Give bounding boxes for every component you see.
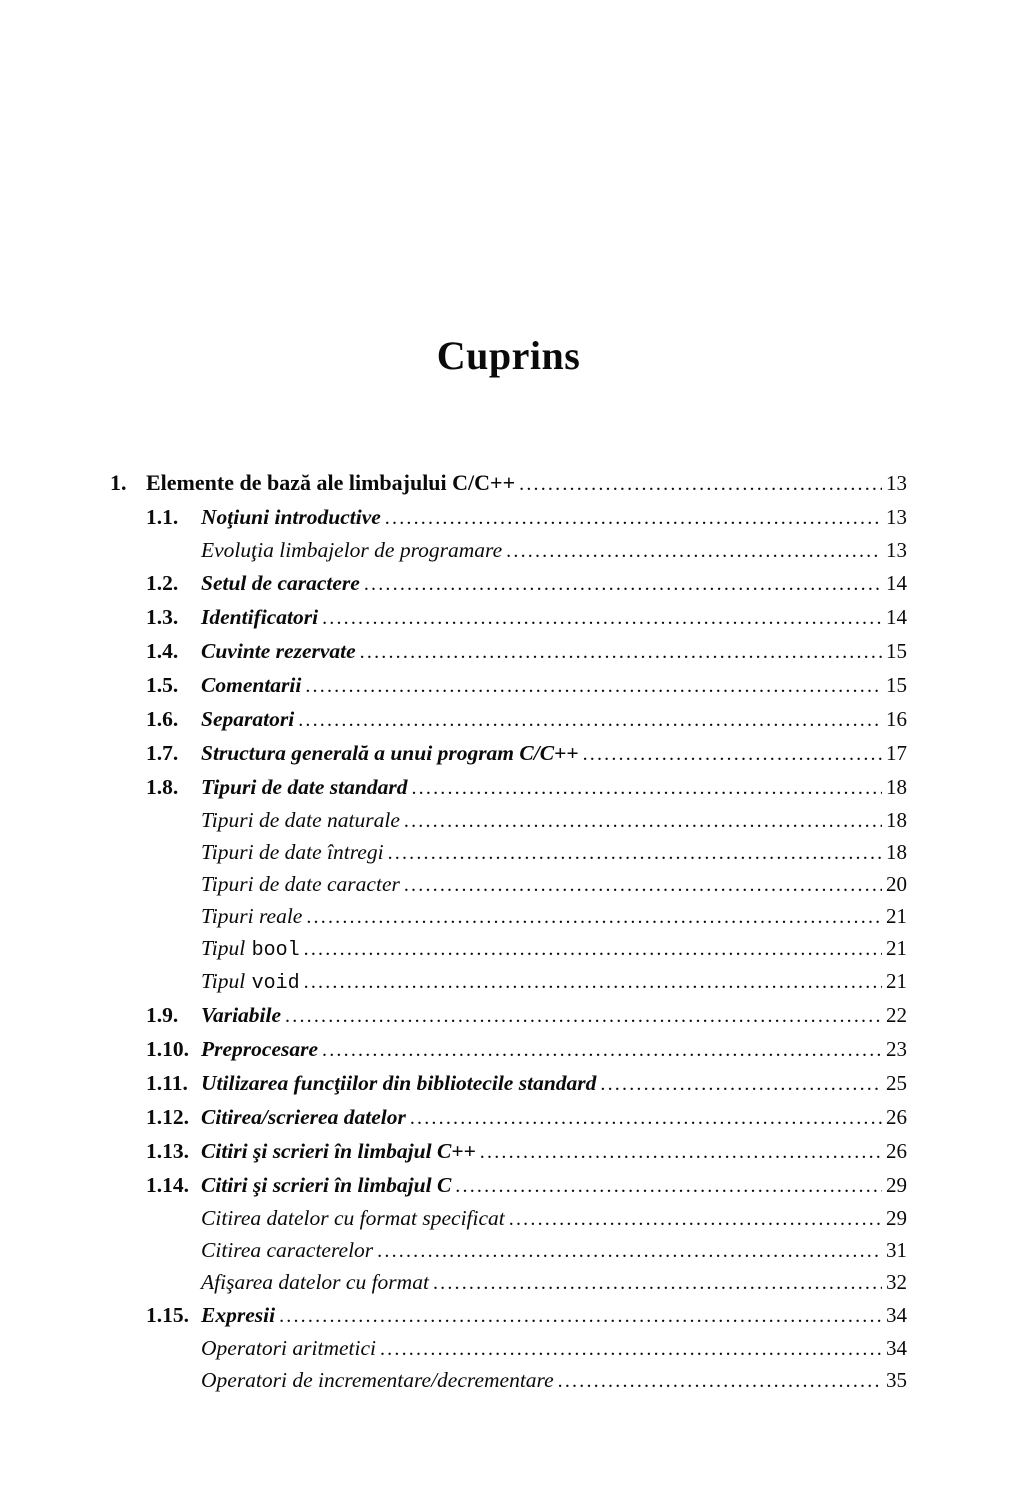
entry-label: Tipuri de date naturale (201, 807, 400, 832)
entry-number: 1.7. (146, 740, 179, 765)
toc-list (110, 465, 907, 1396)
dot-leader (279, 1305, 882, 1328)
dot-leader (519, 473, 882, 496)
dot-leader (558, 1370, 882, 1393)
entry-page-number: 15 (886, 638, 907, 663)
entry-page-number: 26 (886, 1138, 907, 1163)
entry-label: Tipuri de date standard (201, 774, 408, 799)
entry-label: Tipuri de date caracter (201, 871, 400, 896)
dot-leader (298, 709, 882, 732)
page-title: Cuprins (436, 333, 581, 378)
toc-entry (110, 1032, 907, 1066)
entry-page-number: 18 (886, 839, 907, 864)
dot-leader (377, 1240, 882, 1263)
toc-entry (110, 1168, 907, 1202)
toc-entry (110, 836, 907, 868)
entry-code: bool (251, 938, 300, 962)
entry-label: Cuvinte rezervate (201, 638, 356, 663)
entry-label: Tipuri de date întregi (201, 839, 384, 864)
dot-leader (404, 874, 882, 897)
toc-entry (110, 1234, 907, 1266)
entry-label: Separatori (201, 706, 295, 731)
entry-page-number: 21 (886, 968, 907, 993)
toc-entry (110, 900, 907, 932)
dot-leader (509, 1208, 882, 1231)
toc-entry (110, 534, 907, 566)
entry-label: Operatori aritmetici (201, 1335, 376, 1360)
entry-label: Citirea caracterelor (201, 1237, 374, 1262)
entry-label: Evoluţia limbajelor de programare (201, 537, 503, 562)
entry-page-number: 22 (886, 1002, 907, 1027)
toc-entry (110, 702, 907, 736)
dot-leader (322, 1039, 882, 1062)
entry-number: 1.6. (146, 706, 179, 731)
entry-code: void (251, 971, 300, 995)
entry-page-number: 14 (886, 570, 907, 595)
entry-number: 1.13. (146, 1138, 189, 1163)
entry-page-number: 34 (886, 1335, 907, 1360)
toc-entry (110, 804, 907, 836)
entry-number: 1.3. (146, 604, 179, 629)
entry-number: 1.2. (146, 570, 179, 595)
dot-leader (404, 810, 882, 833)
entry-page-number: 13 (886, 504, 907, 529)
entry-page-number: 23 (886, 1036, 907, 1061)
entry-label: Identificatori (201, 604, 319, 629)
toc-entry (110, 668, 907, 702)
entry-page-number: 35 (886, 1367, 907, 1392)
entry-number: 1.10. (146, 1036, 189, 1061)
toc-entry (110, 1332, 907, 1364)
entry-number: 1.11. (146, 1070, 188, 1095)
entry-page-number: 18 (886, 807, 907, 832)
dot-leader (285, 1005, 882, 1028)
toc-entry (110, 566, 907, 600)
entry-page-number: 13 (886, 537, 907, 562)
dot-leader (411, 777, 882, 800)
toc-entry (110, 932, 907, 965)
entry-number: 1.5. (146, 672, 179, 697)
toc-entry (110, 1364, 907, 1396)
entry-page-number: 20 (886, 871, 907, 896)
entry-label: Variabile (201, 1002, 282, 1027)
dot-leader (305, 675, 882, 698)
toc-entry (110, 1298, 907, 1332)
toc-entry (110, 868, 907, 900)
dot-leader (364, 573, 882, 596)
toc-entry (110, 770, 907, 804)
dot-leader (360, 641, 882, 664)
entry-label: Citiri şi scrieri în limbajul C (201, 1172, 452, 1197)
entry-label: Setul de caractere (201, 570, 360, 595)
entry-page-number: 26 (886, 1104, 907, 1129)
toc-entry (110, 465, 907, 500)
entry-label: Tipuri reale (201, 903, 303, 928)
toc-entry (110, 1134, 907, 1168)
entry-number: 1.14. (146, 1172, 189, 1197)
dot-leader (304, 938, 882, 961)
toc-entry (110, 965, 907, 998)
toc-entry (110, 998, 907, 1032)
entry-page-number: 29 (886, 1172, 907, 1197)
entry-label: Citiri şi scrieri în limbajul C++ (201, 1138, 476, 1163)
entry-number: 1.12. (146, 1104, 189, 1129)
dot-leader (433, 1272, 882, 1295)
entry-page-number: 17 (886, 740, 907, 765)
entry-number: 1.8. (146, 774, 179, 799)
entry-label: Citirea datelor cu format specificat (201, 1205, 505, 1230)
entry-label: Operatori de incrementare/decrementare (201, 1367, 554, 1392)
entry-label: Tipul bool (201, 935, 300, 962)
entry-page-number: 25 (886, 1070, 907, 1095)
entry-number: 1. (110, 469, 127, 495)
entry-page-number: 13 (886, 470, 907, 495)
entry-label: Tipul void (201, 968, 300, 995)
entry-label: Citirea/scrierea datelor (201, 1104, 406, 1129)
entry-label: Elemente de bază ale limbajului C/C++ (146, 469, 516, 495)
dot-leader (304, 971, 882, 994)
dot-leader (480, 1141, 882, 1164)
toc-entry (110, 634, 907, 668)
entry-page-number: 32 (886, 1269, 907, 1294)
entry-number: 1.4. (146, 638, 179, 663)
toc-entry (110, 1266, 907, 1298)
toc-entry (110, 1066, 907, 1100)
toc-entry (110, 1100, 907, 1134)
entry-page-number: 31 (886, 1237, 907, 1262)
entry-label: Utilizarea funcţiilor din bibliotecile standard (201, 1070, 597, 1095)
toc-entry (110, 500, 907, 534)
dot-leader (455, 1175, 882, 1198)
dot-leader (322, 607, 882, 630)
entry-page-number: 15 (886, 672, 907, 697)
dot-leader (380, 1338, 882, 1361)
toc-entry (110, 736, 907, 770)
dot-leader (583, 743, 882, 766)
entry-page-number: 34 (886, 1302, 907, 1327)
dot-leader (600, 1073, 882, 1096)
dot-leader (385, 507, 882, 530)
dot-leader (388, 842, 882, 865)
entry-page-number: 14 (886, 604, 907, 629)
entry-page-number: 29 (886, 1205, 907, 1230)
entry-number: 1.9. (146, 1002, 179, 1027)
dot-leader (506, 540, 882, 563)
entry-number: 1.1. (146, 504, 179, 529)
entry-label: Noţiuni introductive (201, 504, 381, 529)
toc-entry (110, 1202, 907, 1234)
dot-leader (306, 906, 882, 929)
entry-page-number: 16 (886, 706, 907, 731)
toc-entry (110, 600, 907, 634)
entry-label: Preprocesare (201, 1036, 319, 1061)
entry-label: Expresii (201, 1302, 276, 1327)
entry-page-number: 21 (886, 903, 907, 928)
entry-label: Comentarii (201, 672, 302, 697)
entry-page-number: 21 (886, 935, 907, 960)
entry-label: Structura generală a unui program C/C++ (201, 740, 579, 765)
dot-leader (410, 1107, 882, 1130)
entry-number: 1.15. (146, 1302, 189, 1327)
entry-label: Afişarea datelor cu format (201, 1269, 429, 1294)
entry-page-number: 18 (886, 774, 907, 799)
